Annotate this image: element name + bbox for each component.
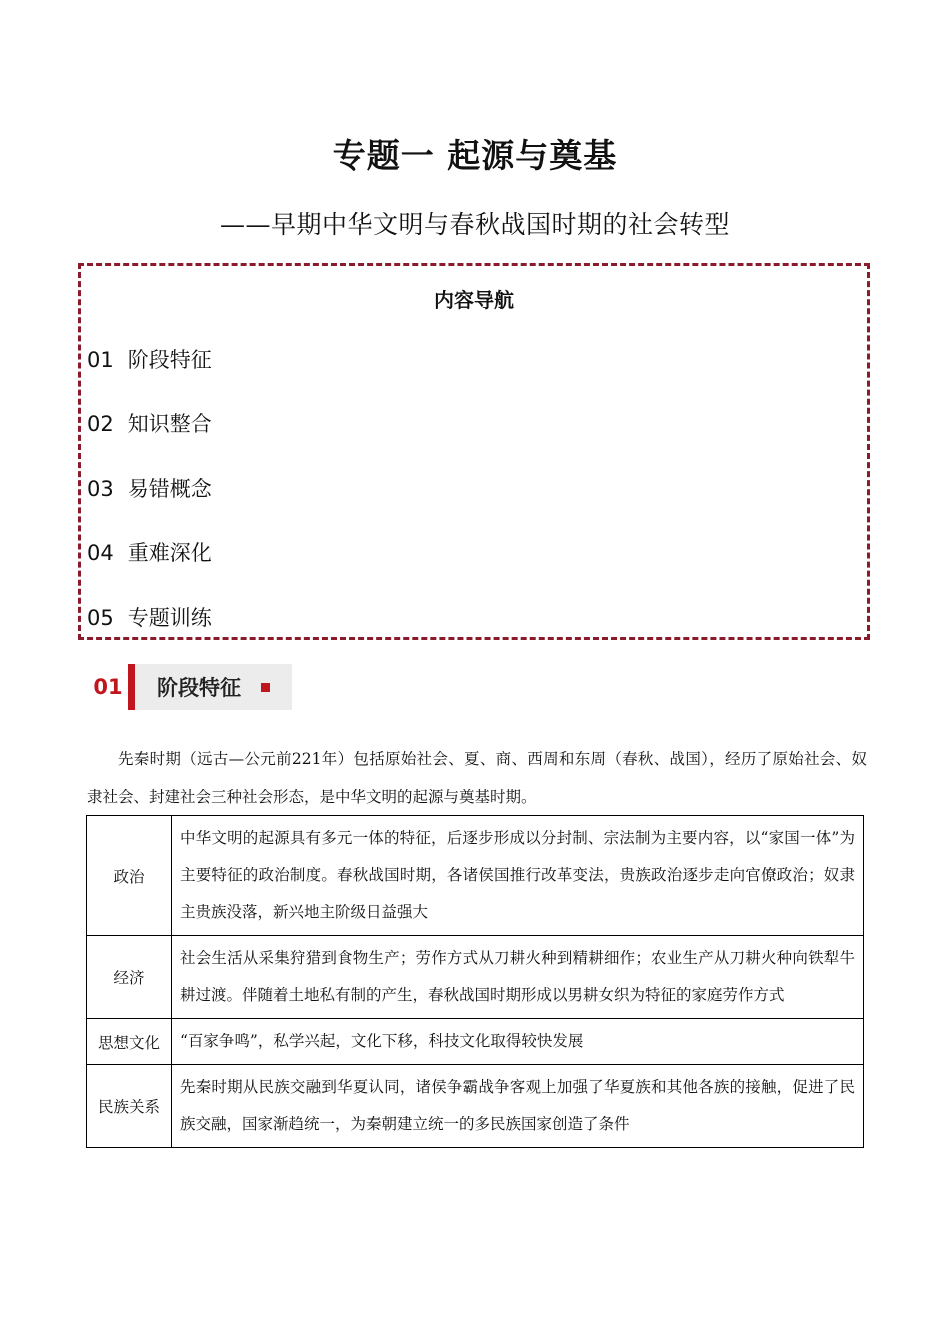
page-subtitle: ——早期中华文明与春秋战国时期的社会转型 — [219, 210, 730, 239]
nav-item-label: 知识整合 — [127, 412, 212, 436]
nav-item-number: 01 — [87, 348, 114, 372]
table-category-cell: 政治 — [87, 816, 172, 936]
table-content-cell: 社会生活从采集狩猎到食物生产；劳作方式从刀耕火种到精耕细作；农业生产从刀耕火种向铁犁牛耕过渡。伴随着土地私有制的产生，春秋战国时期形成以男耕女织为特征的家庭劳作方式 — [172, 936, 864, 1019]
table-row — [87, 816, 864, 936]
section-divider-bar — [128, 664, 135, 710]
nav-item-5[interactable] — [87, 602, 212, 632]
square-bullet-icon — [261, 683, 270, 692]
nav-item-label: 阶段特征 — [127, 348, 212, 372]
table-content-cell: “百家争鸣”，私学兴起，文化下移，科技文化取得较快发展 — [172, 1019, 864, 1065]
section-number: 01 — [93, 675, 123, 699]
table-category-cell: 思想文化 — [87, 1019, 172, 1065]
table-category-cell: 经济 — [87, 936, 172, 1019]
section-label-text: 阶段特征 — [157, 676, 241, 700]
nav-item-number: 04 — [87, 541, 114, 565]
nav-item-number: 03 — [87, 477, 114, 501]
intro-paragraph: 先秦时期（远古—公元前221年）包括原始社会、夏、商、西周和东周（春秋、战国），经历了原始社会、奴隶社会、封建社会三种社会形态，是中华文明的起源与奠基时期。 — [87, 750, 867, 806]
page-title: 专题一 起源与奠基 — [332, 136, 618, 175]
table-row — [87, 1019, 864, 1065]
nav-item-4[interactable] — [87, 537, 212, 567]
table-row — [87, 1065, 864, 1148]
nav-item-number: 05 — [87, 606, 114, 630]
nav-item-3[interactable] — [87, 473, 212, 503]
stage-features-table — [86, 815, 864, 1148]
table-category-cell: 民族关系 — [87, 1065, 172, 1148]
content-navigation-box — [78, 263, 870, 640]
nav-item-number: 02 — [87, 412, 114, 436]
nav-item-2[interactable] — [87, 408, 212, 438]
section-label — [135, 664, 292, 710]
table-content-cell: 中华文明的起源具有多元一体的特征，后逐步形成以分封制、宗法制为主要内容，以“家国一体”为主要特征的政治制度。春秋战国时期，各诸侯国推行改革变法，贵族政治逐步走向官僚政治；奴隶主贵族没落，新兴地主阶级日益强大 — [172, 816, 864, 936]
table-content-cell: 先秦时期从民族交融到华夏认同，诸侯争霸战争客观上加强了华夏族和其他各族的接触，促进了民族交融，国家渐趋统一，为秦朝建立统一的多民族国家创造了条件 — [172, 1065, 864, 1148]
nav-item-label: 重难深化 — [127, 541, 212, 565]
nav-heading: 内容导航 — [434, 288, 514, 312]
table-row — [87, 936, 864, 1019]
nav-item-label: 易错概念 — [127, 477, 212, 501]
nav-item-label: 专题训练 — [127, 606, 212, 630]
nav-item-1[interactable] — [87, 344, 212, 374]
section-header-stage-features — [88, 664, 292, 710]
